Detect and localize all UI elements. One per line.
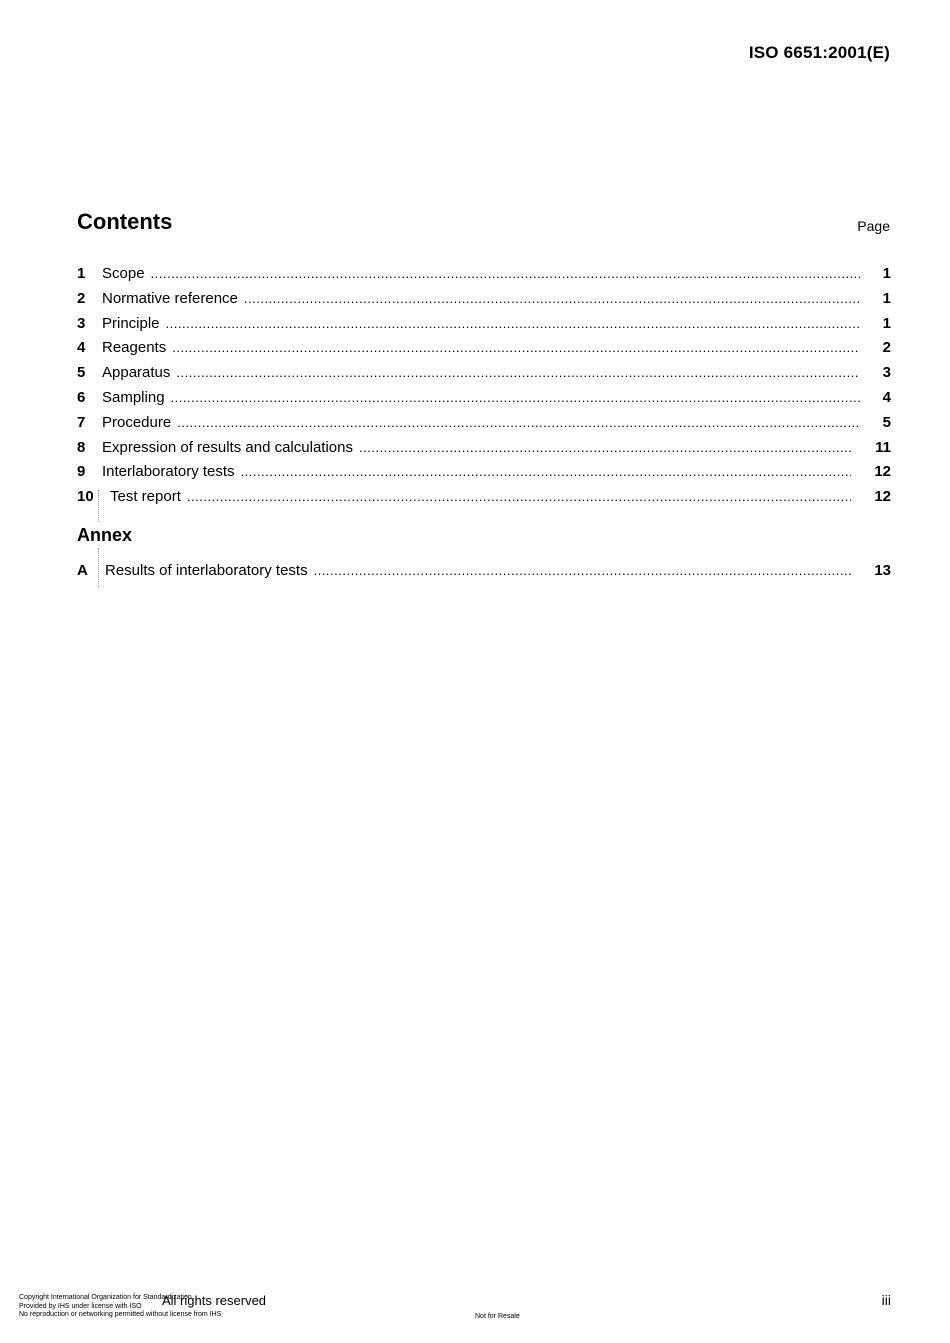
dot-leader bbox=[166, 312, 860, 337]
toc-entry-number: 3 bbox=[77, 314, 86, 332]
toc-entry-number: 5 bbox=[77, 364, 86, 382]
dot-leader bbox=[176, 361, 860, 386]
toc-entry-page: 2 bbox=[882, 339, 891, 357]
dot-leader bbox=[241, 460, 851, 485]
toc-entry-title: Reagents bbox=[102, 339, 167, 357]
annex-heading: Annex bbox=[77, 525, 133, 545]
toc-entry-title: Expression of results and calculations bbox=[102, 438, 353, 456]
toc-entry-title: Procedure bbox=[102, 413, 172, 431]
toc-entry-4[interactable] bbox=[77, 336, 891, 361]
dot-leader bbox=[172, 336, 860, 361]
dot-leader bbox=[314, 559, 851, 584]
toc-entry-number: 1 bbox=[77, 265, 86, 282]
page-number: iii bbox=[881, 1292, 891, 1308]
toc-entry-title: Test report bbox=[110, 488, 181, 506]
toc-entry-page: 4 bbox=[882, 388, 891, 406]
toc-entry-number: 8 bbox=[77, 438, 86, 456]
document-id: ISO 6651:2001(E) bbox=[748, 43, 890, 62]
rights-reserved-text: All rights reserved bbox=[162, 1293, 267, 1308]
toc-entry-10[interactable] bbox=[77, 485, 891, 510]
toc-entry-page: 12 bbox=[874, 463, 891, 481]
toc-entry-8[interactable] bbox=[77, 436, 891, 461]
toc-entry-number: 9 bbox=[77, 463, 86, 481]
toc-entry-title: Interlaboratory tests bbox=[102, 463, 235, 481]
toc-entry-number: 10 bbox=[77, 488, 94, 506]
dot-leader bbox=[359, 436, 851, 461]
dot-leader bbox=[187, 485, 851, 510]
toc-entry-title: Results of interlaboratory tests bbox=[105, 562, 308, 579]
toc-entry-number: 6 bbox=[77, 388, 86, 406]
toc-entry-number: 7 bbox=[77, 413, 86, 431]
annex-entry-a[interactable] bbox=[77, 559, 891, 584]
toc-entry-number: 4 bbox=[77, 339, 86, 357]
toc-entry-page: 1 bbox=[882, 265, 891, 282]
toc-entry-7[interactable] bbox=[77, 411, 891, 436]
toc-entry-page: 1 bbox=[882, 314, 891, 332]
toc-entry-3[interactable] bbox=[77, 312, 891, 337]
toc-entry-page: 12 bbox=[874, 488, 891, 506]
toc-entry-title: Principle bbox=[102, 314, 160, 332]
toc-entry-page: 13 bbox=[874, 562, 891, 579]
toc-entry-1[interactable] bbox=[77, 262, 891, 287]
dot-leader bbox=[171, 386, 860, 411]
dot-leader bbox=[177, 411, 860, 436]
toc-entry-number: A bbox=[77, 562, 88, 579]
copyright-line: Provided by IHS under license with ISO bbox=[19, 1302, 142, 1310]
toc-entry-page: 5 bbox=[882, 413, 891, 431]
toc-entry-6[interactable] bbox=[77, 386, 891, 411]
toc-entry-page: 1 bbox=[882, 289, 891, 307]
contents-heading: Contents bbox=[77, 209, 173, 234]
copyright-line: No reproduction or networking permitted without license from IHS bbox=[19, 1311, 222, 1318]
toc-entry-page: 3 bbox=[882, 364, 891, 382]
copyright-line: Copyright International Organization for Standardization bbox=[19, 1294, 192, 1301]
text-cursor-guide bbox=[98, 490, 99, 522]
toc-entry-page: 11 bbox=[875, 438, 891, 456]
toc-entry-9[interactable] bbox=[77, 460, 891, 485]
toc-entry-title: Sampling bbox=[102, 388, 165, 406]
page-column-label: Page bbox=[857, 218, 890, 234]
toc-entry-2[interactable] bbox=[77, 287, 891, 312]
toc-entry-title: Scope bbox=[102, 265, 145, 282]
copyright-notice bbox=[19, 1294, 221, 1320]
toc-entry-number: 2 bbox=[77, 289, 86, 307]
table-of-contents bbox=[77, 262, 891, 510]
not-for-resale-text: Not for Resale bbox=[475, 1313, 520, 1320]
toc-entry-title: Normative reference bbox=[102, 289, 238, 307]
toc-entry-title: Apparatus bbox=[102, 364, 171, 382]
dot-leader bbox=[244, 287, 860, 312]
toc-entry-5[interactable] bbox=[77, 361, 891, 386]
annex-list bbox=[77, 559, 891, 584]
dot-leader bbox=[151, 262, 860, 287]
